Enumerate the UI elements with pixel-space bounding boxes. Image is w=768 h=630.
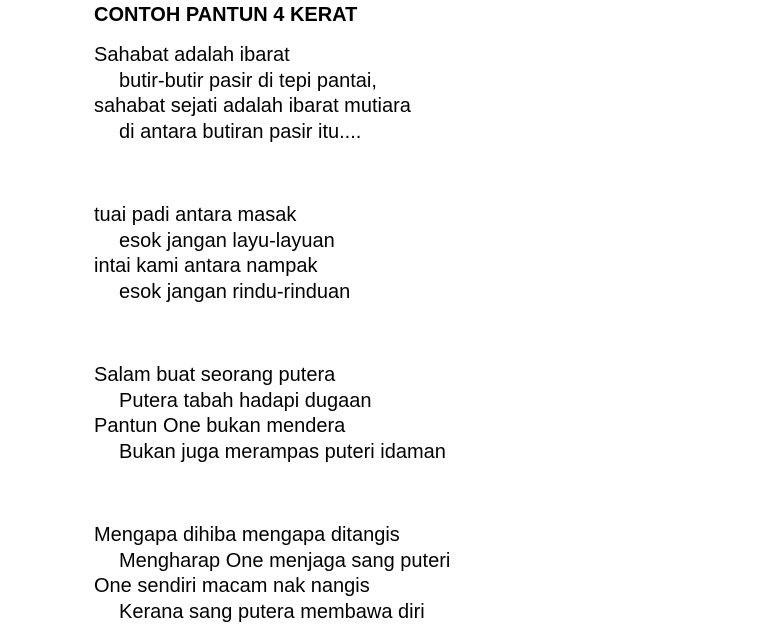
stanza-line: intai kami antara nampak bbox=[94, 255, 318, 277]
stanza-line: Bukan juga merampas puteri idaman bbox=[119, 440, 446, 463]
pantun-stanza-4 bbox=[94, 523, 754, 625]
stanza-line: esok jangan layu-layuan bbox=[119, 229, 335, 252]
stanza-line: esok jangan rindu-rinduan bbox=[119, 280, 351, 303]
stanza-line: Sahabat adalah ibarat bbox=[94, 44, 290, 66]
stanza-line: Mengapa dihiba mengapa ditangis bbox=[94, 524, 400, 546]
stanza-line: Mengharap One menjaga sang puteri bbox=[119, 549, 451, 572]
document-title: CONTOH PANTUN 4 KERAT bbox=[94, 4, 358, 26]
stanza-line: One sendiri macam nak nangis bbox=[94, 575, 370, 597]
stanza-line: Salam buat seorang putera bbox=[94, 364, 336, 386]
pantun-stanza-1 bbox=[94, 43, 754, 145]
stanza-line: butir-butir pasir di tepi pantai, bbox=[119, 69, 377, 92]
stanza-line: di antara butiran pasir itu.... bbox=[119, 120, 362, 143]
stanza-line: tuai padi antara masak bbox=[94, 204, 297, 226]
stanza-line: Putera tabah hadapi dugaan bbox=[119, 389, 372, 412]
stanza-line: Kerana sang putera membawa diri bbox=[119, 600, 425, 623]
pantun-stanza-3 bbox=[94, 363, 754, 465]
stanza-line: sahabat sejati adalah ibarat mutiara bbox=[94, 95, 411, 117]
stanza-line: Pantun One bukan mendera bbox=[94, 415, 346, 437]
pantun-stanza-2 bbox=[94, 203, 754, 305]
